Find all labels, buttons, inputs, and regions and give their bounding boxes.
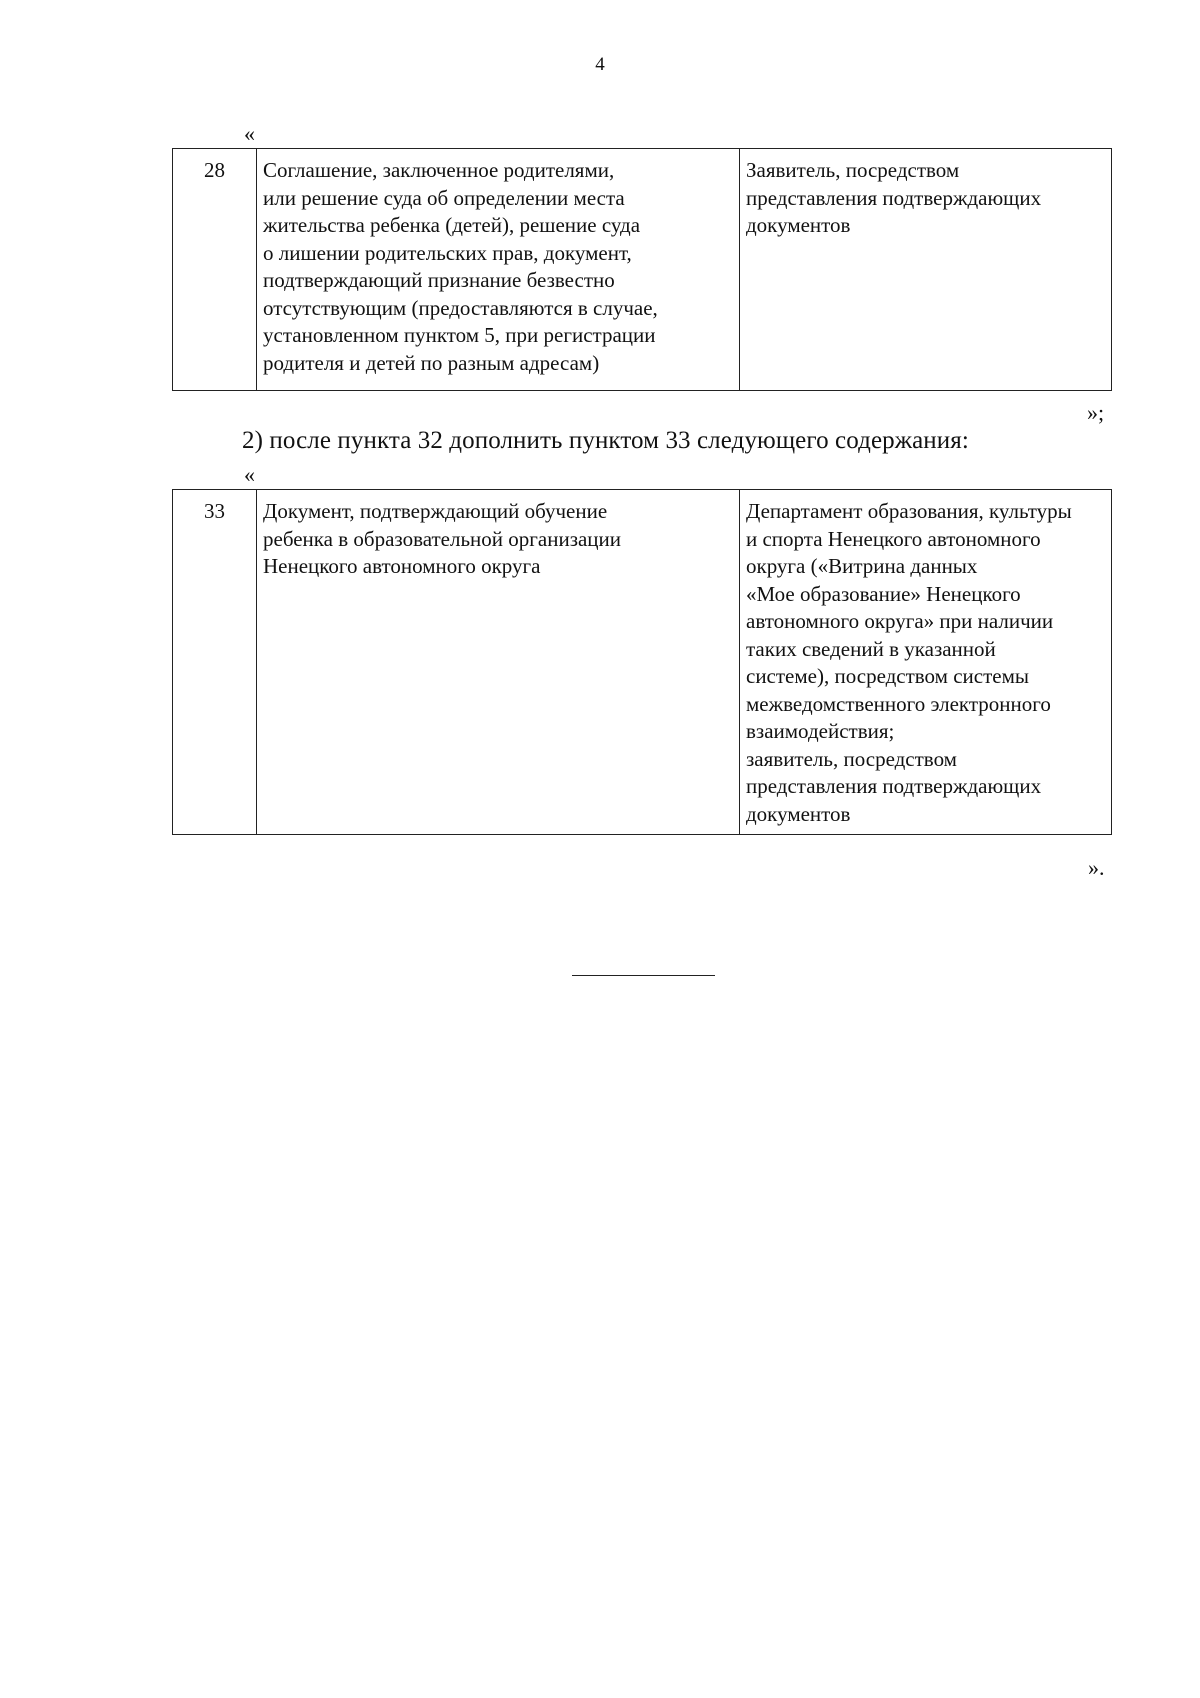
- row-number: 28: [173, 149, 257, 391]
- table-1: [172, 148, 1112, 391]
- table-2-close-quote: ».: [1088, 855, 1105, 880]
- end-of-document-rule: [572, 975, 715, 976]
- row-number: 33: [173, 490, 257, 835]
- table-1-open-quote: «: [244, 121, 255, 146]
- document-cell: [257, 490, 740, 835]
- table-2-open-quote: «: [244, 462, 255, 487]
- document-cell: [257, 149, 740, 391]
- document-text: Соглашение, заключенное родителями, или решение суда об определении места жительства ребенка (детей), решение суда о лишении родительских прав, документ, подтверждающий признание безвестно отсутствующим (предоставляются в случае, установленном пунктом 5, при регистрации родителя и детей по разным адресам): [263, 158, 658, 375]
- table-1-close-quote: »;: [1087, 400, 1105, 425]
- page-number: 4: [595, 54, 605, 75]
- document-text: Документ, подтверждающий обучение ребенка в образовательной организации Ненецкого автономного округа: [263, 499, 622, 578]
- source-cell: [740, 149, 1112, 391]
- source-text: Департамент образования, культуры и спорта Ненецкого автономного округа («Витрина данных «Мое образование» Ненецкого автономного округа» при наличии таких сведений в указанной системе), посредством системы межведомственного электронного взаимодействия; заявитель, посредством представления подтверждающих документов: [746, 499, 1072, 826]
- source-cell: [740, 490, 1112, 835]
- source-text: Заявитель, посредством представления подтверждающих документов: [746, 158, 1042, 237]
- table-row: [173, 490, 1112, 835]
- table-row: [173, 149, 1112, 391]
- amendment-instruction: 2) после пункта 32 дополнить пунктом 33 следующего содержания:: [242, 427, 969, 454]
- table-2: [172, 489, 1112, 835]
